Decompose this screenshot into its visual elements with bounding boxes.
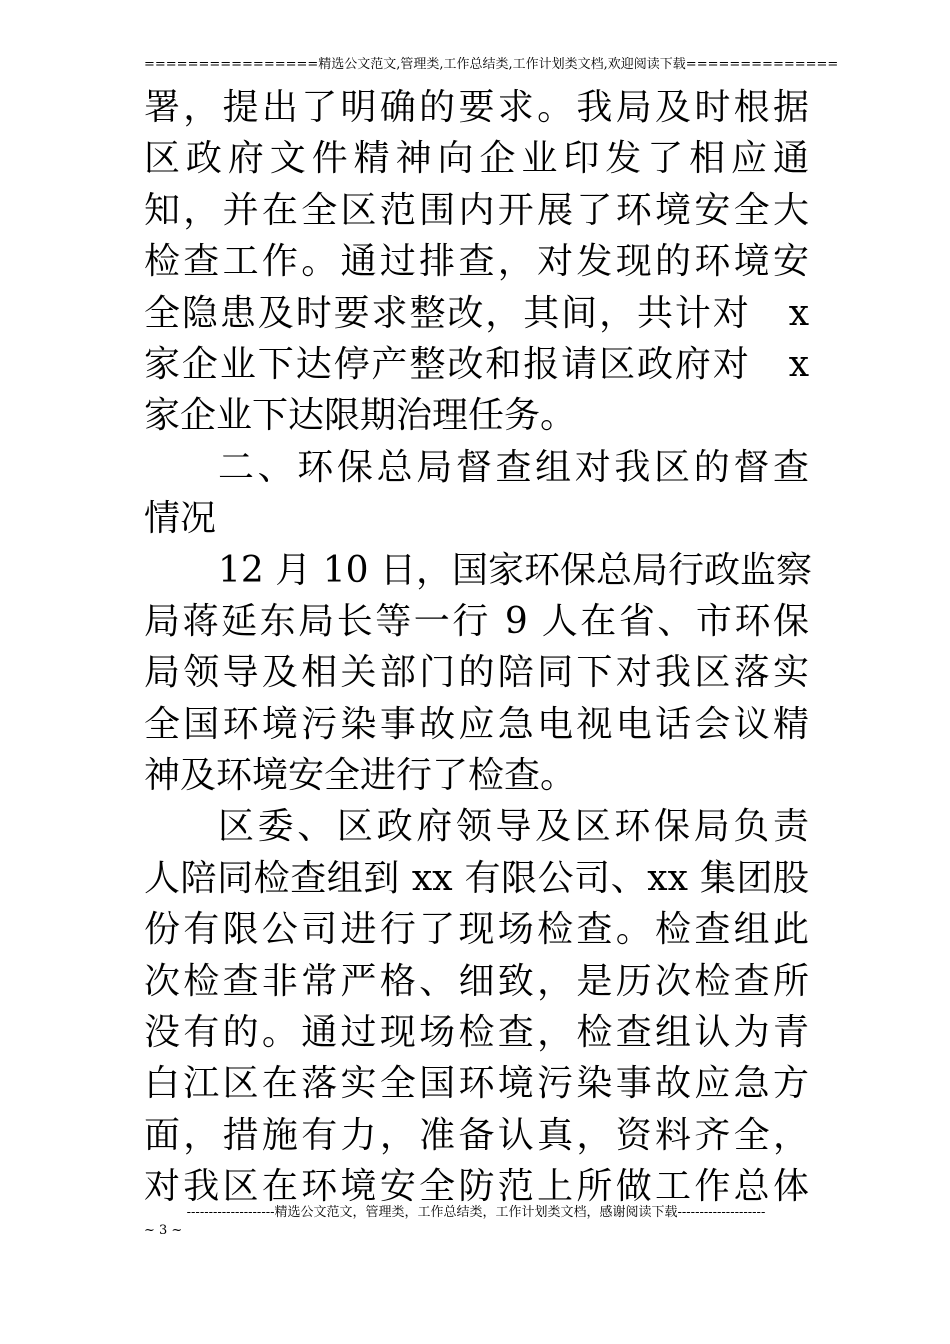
text-line: 局蒋延东局长等一行 9 人在省、市环保: [144, 600, 809, 642]
text-line: 没有的。通过现场检查，检查组认为青: [144, 1012, 809, 1054]
text-line: 检查工作。通过排查，对发现的环境安: [144, 241, 809, 283]
page-footer: --------------------精选公文范文，管理类，工作总结类，工作计划类文档，感谢阅读下载--------------------: [186, 1205, 766, 1220]
text-line: 人陪同检查组到 xx 有限公司、xx 集团股: [144, 857, 809, 899]
text-line: 局领导及相关部门的陪同下对我区落实: [144, 652, 809, 694]
text-line: 知，并在全区范围内开展了环境安全大: [144, 189, 809, 231]
page-header: ================精选公文范文,管理类,工作总结类,工作计划类文档,欢迎阅读下载==============: [144, 57, 839, 72]
text-line: 神及环境安全进行了检查。: [144, 755, 577, 797]
text-line: 署，提出了明确的要求。我局及时根据: [144, 87, 809, 128]
text-line: 12 月 10 日，国家环保总局行政监察: [218, 549, 812, 591]
page-number: ~ 3 ~: [144, 1223, 183, 1238]
document-body: [144, 82, 812, 1213]
text-line: 全隐患及时要求整改，其间，共计对 x: [144, 292, 809, 334]
section-heading: 二、环保总局督查组对我区的督查: [218, 446, 809, 488]
text-line: 次检查非常严格、细致，是历次检查所: [144, 960, 809, 1002]
text-line: 区委、区政府领导及区环保局负责: [218, 806, 809, 848]
text-line: 面，措施有力，准备认真，资料齐全，: [144, 1114, 809, 1156]
text-line: 区政府文件精神向企业印发了相应通: [144, 138, 809, 180]
section-heading-cont: 情况: [144, 498, 217, 540]
text-line: 对我区在环境安全防范上所做工作总体: [144, 1166, 809, 1208]
text-line: 家企业下达停产整改和报请区政府对 x: [144, 343, 809, 385]
text-line: 全国环境污染事故应急电视电话会议精: [144, 703, 809, 745]
text-line: 家企业下达限期治理任务。: [144, 395, 577, 437]
text-line: 份有限公司进行了现场检查。检查组此: [144, 909, 809, 951]
text-line: 白江区在落实全国环境污染事故应急方: [144, 1063, 809, 1105]
